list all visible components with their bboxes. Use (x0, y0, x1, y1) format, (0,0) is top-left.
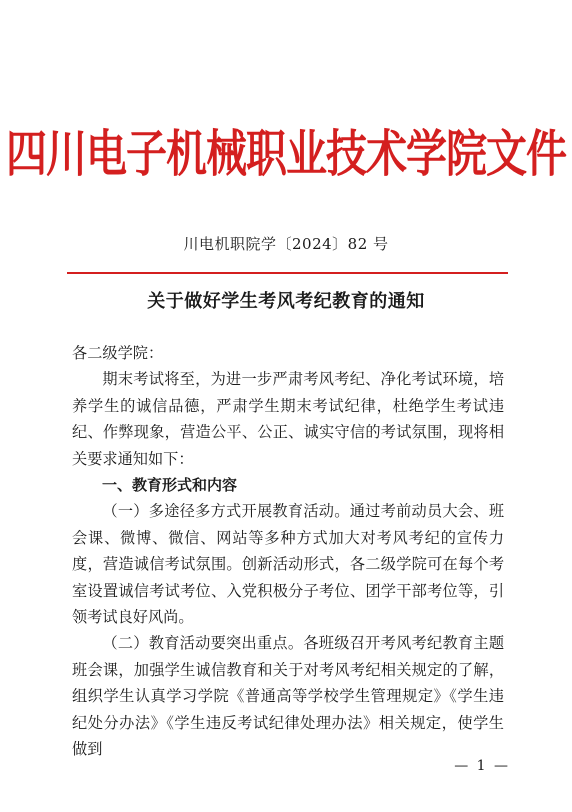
notice-title: 关于做好学生考风考纪教育的通知 (147, 291, 425, 312)
intro-paragraph: 期末考试将至，为进一步严肃考风考纪、净化考试环境，培养学生的诚信品德，严肃学生期末考试纪律，杜绝学生考试违纪、作弊现象，营造公平、公正、诚实守信的考试氛围，现将相关要求通知如下： (72, 370, 504, 468)
document-number: 川电机职院学〔2024〕82 号 (183, 235, 389, 253)
notice-body (72, 340, 504, 763)
red-divider-line (67, 272, 508, 274)
salutation: 各二级学院： (72, 344, 164, 362)
institution-header-title: 四川电子机械职业技术学院文件 (6, 124, 566, 184)
item-paragraph-1: （一）多途径多方式开展教育活动。通过考前动员大会、班会课、微博、微信、网站等多种方式加大对考风考纪的宣传力度，营造诚信考试氛围。创新活动形式，各二级学院可在每个考室设置诚信考试考位、入党积极分子考位、团学干部考位等，引领考试良好风尚。 (72, 502, 504, 627)
item-paragraph-2: （二）教育活动要突出重点。各班级召开考风考纪教育主题班会课，加强学生诚信教育和关于对考风考纪相关规定的了解，组织学生认真学习学院《普通高等学校学生管理规定》《学生违纪处分办法》《学生违反考试纪律处理办法》相关规定，使学生做到 (72, 634, 504, 759)
section-heading: 一、教育形式和内容 (102, 476, 238, 495)
page-number: — 1 — (454, 758, 510, 774)
